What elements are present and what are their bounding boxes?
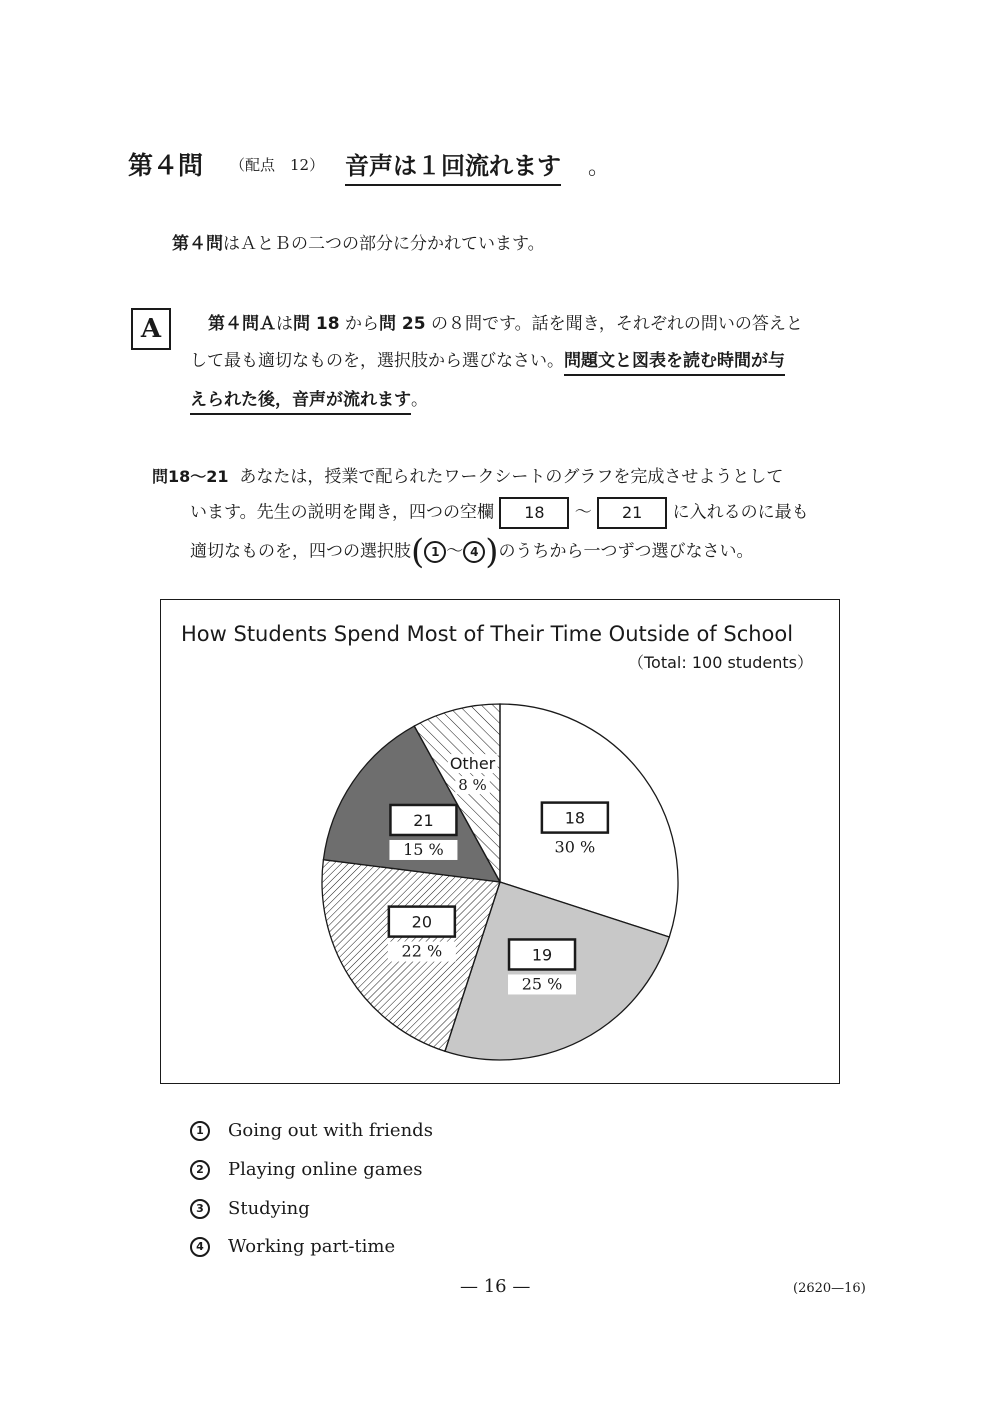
intro-text bbox=[172, 229, 545, 254]
section-a-underlined: 問題文と図表を読む時間が与 bbox=[564, 351, 785, 376]
section-a-line2 bbox=[190, 346, 785, 371]
choice-text: Going out with friends bbox=[228, 1120, 433, 1141]
chart-subtitle: （Total: 100 students） bbox=[628, 653, 813, 672]
slice-percent-other: 8 % bbox=[458, 776, 487, 795]
tilde: ～ bbox=[574, 502, 592, 523]
section-a-line1 bbox=[208, 309, 803, 334]
audio-note: 音声は１回流れます bbox=[345, 146, 561, 186]
page-number: — 16 — bbox=[460, 1276, 531, 1297]
paren-open: ( bbox=[411, 532, 425, 572]
slice-percent-21: 15 % bbox=[403, 839, 444, 859]
question-heading: 第４問 bbox=[128, 151, 204, 180]
slice-label-other: Other bbox=[449, 754, 496, 774]
choice-1-marker: 1 bbox=[424, 541, 446, 563]
section-a-period: 。 bbox=[411, 390, 428, 410]
choice-4-marker: 4 bbox=[463, 541, 485, 563]
slice-percent-19: 25 % bbox=[521, 974, 563, 994]
question-line1 bbox=[152, 462, 783, 487]
audio-note-period: 。 bbox=[588, 155, 611, 180]
points-note: （配点 12） bbox=[230, 156, 325, 174]
section-a-bold: 第４問Ａ bbox=[208, 314, 276, 334]
page-code: (2620—16) bbox=[793, 1281, 866, 1296]
question-text: に入れるのに最も bbox=[672, 502, 809, 523]
choice-item bbox=[190, 1159, 422, 1180]
choice-number: 4 bbox=[190, 1237, 210, 1257]
choice-text: Working part-time bbox=[228, 1236, 396, 1257]
section-a-line3 bbox=[190, 385, 428, 410]
section-a-text: から bbox=[339, 314, 379, 334]
intro-bold: 第４問 bbox=[172, 234, 223, 254]
chart-title: How Students Spend Most of Their Time Outside of School bbox=[181, 622, 794, 646]
intro-rest: はＡとＢの二つの部分に分かれています。 bbox=[223, 234, 545, 254]
choice-text: Studying bbox=[228, 1198, 310, 1219]
slice-percent-20: 22 % bbox=[401, 941, 443, 961]
slice-label-19: 19 bbox=[531, 945, 553, 965]
q18-ref: 問 18 bbox=[293, 314, 340, 334]
paren-close: ) bbox=[485, 532, 499, 572]
section-a-text: の８問です。話を聞き，それぞれの問いの答えと bbox=[425, 314, 803, 334]
slice-label-21: 21 bbox=[413, 810, 434, 830]
blank-18: 18 bbox=[499, 497, 569, 529]
question-line3 bbox=[190, 532, 754, 572]
choice-number: 2 bbox=[190, 1160, 210, 1180]
choice-text: Playing online games bbox=[228, 1159, 423, 1180]
choice-item bbox=[190, 1236, 395, 1257]
question-number: 問18～21 bbox=[152, 467, 229, 486]
pie-chart bbox=[160, 599, 838, 1082]
choice-number: 3 bbox=[190, 1199, 210, 1219]
section-a-label: A bbox=[131, 308, 171, 350]
choice-item bbox=[190, 1120, 433, 1141]
choice-number: 1 bbox=[190, 1121, 210, 1141]
slice-label-20: 20 bbox=[411, 912, 433, 932]
q25-ref: 問 25 bbox=[378, 314, 426, 334]
question-line2 bbox=[190, 497, 809, 529]
question-text: 適切なものを，四つの選択肢 bbox=[190, 541, 411, 562]
section-a-text: は bbox=[276, 314, 293, 334]
choice-item bbox=[190, 1198, 310, 1219]
tilde: ～ bbox=[446, 541, 464, 562]
slice-percent-18: 30 % bbox=[554, 837, 596, 857]
question-text: あなたは，授業で配られたワークシートのグラフを完成させようとして bbox=[239, 467, 784, 487]
question-text: のうちから一つずつ選びなさい。 bbox=[498, 541, 754, 562]
section-a-underlined: えられた後，音声が流れます bbox=[190, 390, 411, 415]
slice-label-18: 18 bbox=[564, 808, 586, 828]
section-a-text: して最も適切なものを，選択肢から選びなさい。 bbox=[190, 351, 564, 371]
question-text: います。先生の説明を聞き，四つの空欄 bbox=[190, 502, 494, 523]
blank-21: 21 bbox=[597, 497, 667, 529]
